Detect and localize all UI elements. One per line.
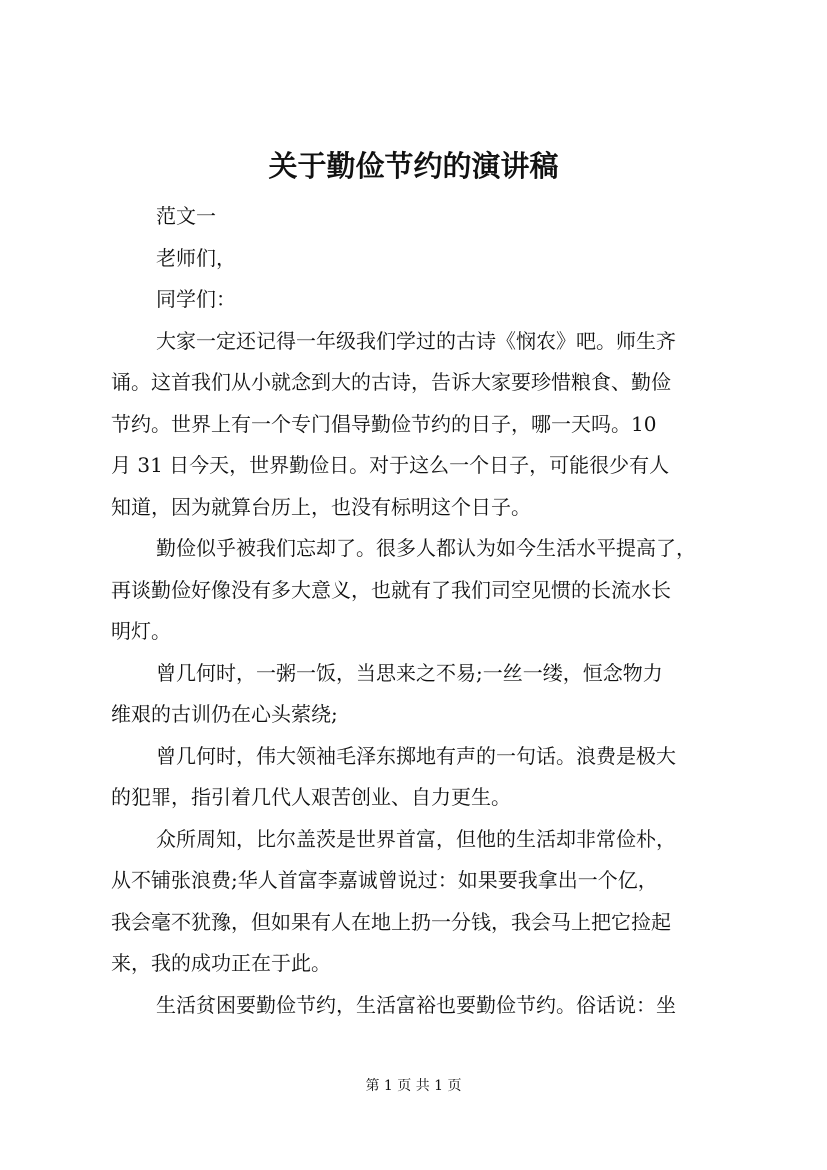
paragraph-line: 维艰的古训仍在心头萦绕; bbox=[111, 702, 338, 726]
paragraph-line: 我会毫不犹豫，但如果有人在地上扔一分钱，我会马上把它捡起 bbox=[111, 909, 671, 934]
salutation-fanwen: 范文一 bbox=[156, 204, 216, 228]
paragraph-line: 来，我的成功正在于此。 bbox=[111, 951, 331, 975]
paragraph-line: 月 31 日今天，世界勤俭日。对于这么一个日子，可能很少有人 bbox=[111, 453, 670, 477]
paragraph-line: 勤俭似乎被我们忘却了。很多人都认为如今生活水平提高了， bbox=[156, 536, 696, 560]
paragraph-line: 节约。世界上有一个专门倡导勤俭节约的日子，哪一天吗。10 bbox=[111, 411, 657, 436]
paragraph-line: 诵。这首我们从小就念到大的古诗，告诉大家要珍惜粮食、勤俭 bbox=[111, 370, 671, 394]
paragraph-line: 大家一定还记得一年级我们学过的古诗《悯农》吧。师生齐 bbox=[156, 328, 676, 353]
paragraph-line: 曾几何时，一粥一饭，当思来之不易;一丝一缕，恒念物力 bbox=[156, 660, 663, 685]
paragraph-line: 的犯罪，指引着几代人艰苦创业、自力更生。 bbox=[111, 785, 511, 809]
paragraph-line: 生活贫困要勤俭节约，生活富裕也要勤俭节约。俗话说：坐 bbox=[156, 992, 676, 1017]
paragraph-line: 从不铺张浪费;华人首富李嘉诚曾说过：如果要我拿出一个亿， bbox=[111, 868, 658, 892]
page-footer: 第 1 页 共 1 页 bbox=[365, 1078, 462, 1094]
paragraph-line: 众所周知，比尔盖茨是世界首富，但他的生活却非常俭朴， bbox=[156, 826, 676, 851]
paragraph-line: 知道，因为就算台历上，也没有标明这个日子。 bbox=[111, 494, 531, 519]
document-title: 关于勤俭节约的演讲稿 bbox=[268, 149, 559, 183]
document-body bbox=[111, 196, 731, 1026]
paragraph-line: 再谈勤俭好像没有多大意义，也就有了我们司空见惯的长流水长 bbox=[111, 577, 671, 602]
paragraph-line: 曾几何时，伟大领袖毛泽东掷地有声的一句话。浪费是极大 bbox=[156, 743, 676, 768]
paragraph-line: 明灯。 bbox=[111, 619, 171, 643]
salutation-teachers: 老师们， bbox=[156, 245, 236, 270]
salutation-students: 同学们： bbox=[156, 287, 236, 311]
